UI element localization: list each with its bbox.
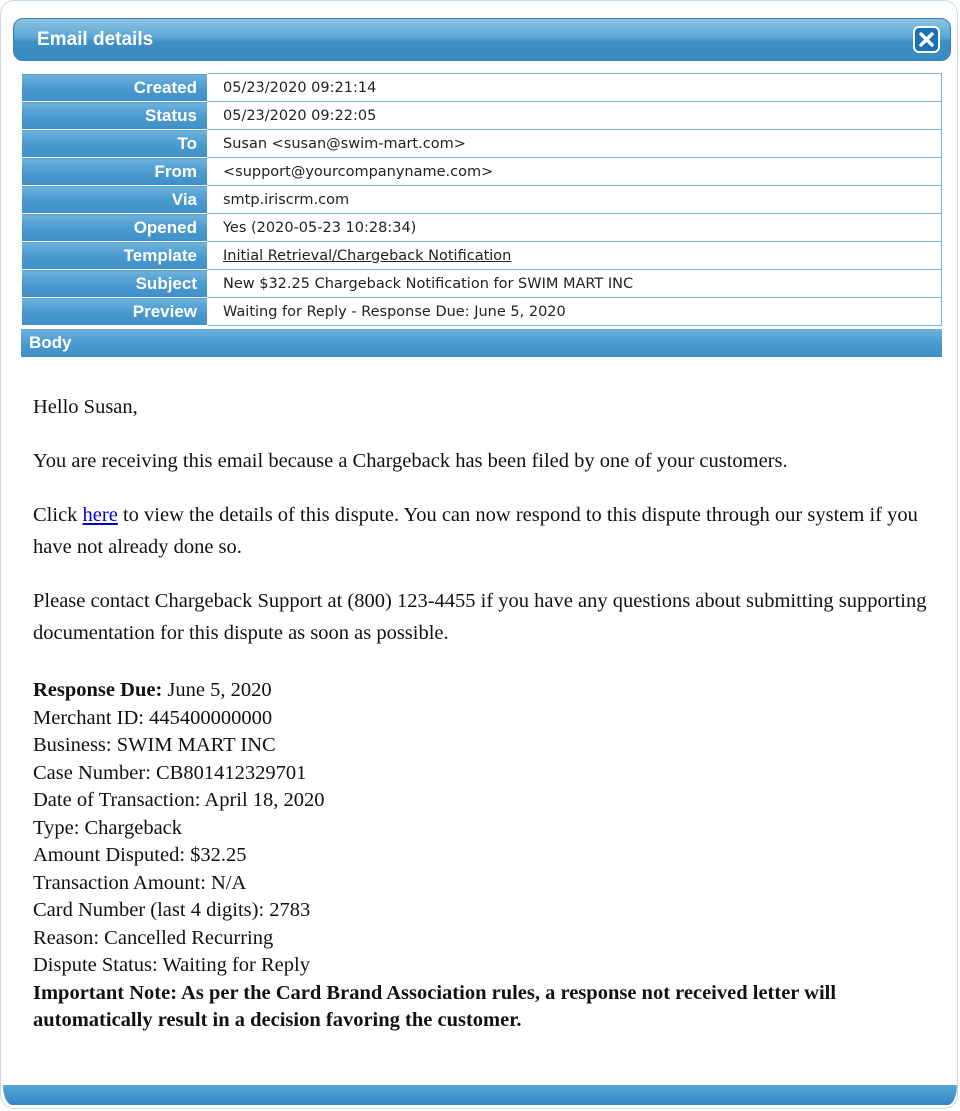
meta-label: Status: [22, 102, 208, 130]
meta-label: Template: [22, 242, 208, 270]
meta-row-status: [22, 102, 942, 130]
meta-label: From: [22, 158, 208, 186]
detail-line: Type: Chargeback: [33, 816, 183, 839]
response-due-line: [33, 677, 943, 705]
meta-value-from: <support@yourcompanyname.com>: [208, 158, 942, 186]
meta-value-to: Susan <susan@swim-mart.com>: [208, 130, 942, 158]
email-body: [33, 391, 943, 1034]
meta-label: To: [22, 130, 208, 158]
meta-row-via: [22, 186, 942, 214]
meta-value-via: smtp.iriscrm.com: [208, 186, 942, 214]
meta-row-to: [22, 130, 942, 158]
meta-label: Opened: [22, 214, 208, 242]
response-due-label: Response Due:: [33, 679, 163, 701]
detail-line: Date of Transaction: April 18, 2020: [33, 789, 325, 811]
body-section-header: Body: [21, 329, 942, 357]
email-metadata-table: [21, 73, 942, 326]
click-suffix: to view the details of this dispute. You can now respond to this dispute through our system if you have not already done so.: [33, 504, 918, 558]
here-link[interactable]: here: [82, 504, 118, 526]
meta-value-opened: Yes (2020-05-23 10:28:34): [208, 214, 942, 242]
email-click-paragraph: [33, 499, 943, 563]
close-icon: [919, 32, 934, 47]
meta-value-subject: New $32.25 Chargeback Notification for SWIM MART INC: [208, 270, 942, 298]
response-due-value: June 5, 2020: [162, 679, 272, 701]
meta-row-opened: [22, 214, 942, 242]
meta-label: Subject: [22, 270, 208, 298]
template-link[interactable]: Initial Retrieval/Chargeback Notification: [223, 247, 512, 264]
meta-value-status: 05/23/2020 09:22:05: [208, 102, 942, 130]
body-clip-mask: [21, 1041, 946, 1071]
dialog-bottom-edge: [3, 1085, 957, 1105]
meta-row-subject: [22, 270, 942, 298]
important-note: Important Note: As per the Card Brand Association rules, a response not received letter will automatically result in a decision favoring the customer.: [33, 981, 837, 1031]
meta-value-created: 05/23/2020 09:21:14: [208, 74, 942, 102]
meta-row-template: [22, 242, 942, 270]
detail-line: Reason: Cancelled Recurring: [33, 926, 274, 949]
click-prefix: Click: [33, 504, 83, 526]
meta-label: Via: [22, 186, 208, 214]
meta-value-template: [208, 242, 942, 270]
meta-value-preview: Waiting for Reply - Response Due: June 5, 2020: [208, 298, 942, 326]
dialog-title: Email details: [37, 29, 154, 50]
detail-line: Case Number: CB801412329701: [33, 761, 307, 784]
meta-row-preview: [22, 298, 942, 326]
detail-line: Dispute Status: Waiting for Reply: [33, 954, 310, 976]
email-greeting: Hello Susan,: [33, 396, 138, 418]
detail-line: Business: SWIM MART INC: [33, 734, 276, 756]
detail-line: Transaction Amount: N/A: [33, 871, 247, 894]
meta-row-created: [22, 74, 942, 102]
meta-row-from: [22, 158, 942, 186]
detail-line: Amount Disputed: $32.25: [33, 844, 247, 866]
detail-line: Card Number (last 4 digits): 2783: [33, 899, 311, 921]
email-contact-paragraph: Please contact Chargeback Support at (800) 123-4455 if you have any questions about submitting supporting documentation for this dispute as soon as possible.: [33, 590, 927, 644]
meta-label: Created: [22, 74, 208, 102]
email-intro: You are receiving this email because a Chargeback has been filed by one of your customers.: [33, 450, 788, 472]
close-button[interactable]: [913, 26, 940, 53]
detail-line: Merchant ID: 445400000000: [33, 706, 273, 729]
meta-label: Preview: [22, 298, 208, 326]
dispute-details: [33, 677, 943, 980]
dialog-titlebar[interactable]: [13, 18, 951, 61]
